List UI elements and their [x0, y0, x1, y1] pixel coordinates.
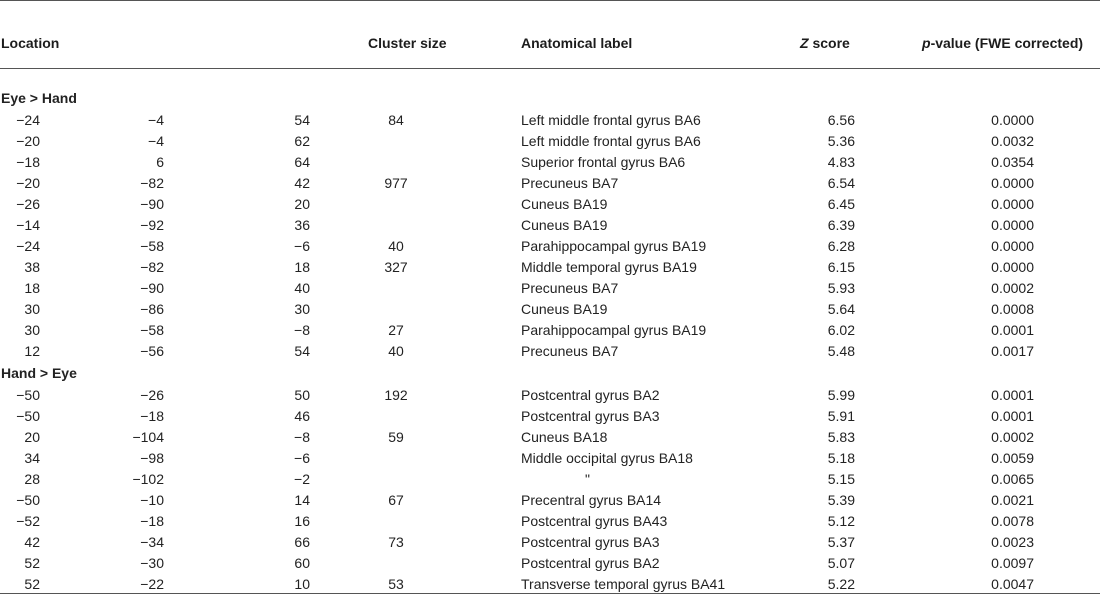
coord-z-cell: 54	[294, 112, 310, 128]
coord-z-cell: −6	[294, 238, 310, 254]
z-score-cell: 5.12	[827, 513, 855, 529]
header-cluster-size: Cluster size	[368, 35, 447, 51]
p-value-cell: 0.0000	[991, 238, 1034, 254]
coord-x-cell: −24	[16, 238, 40, 254]
coord-z-cell: −6	[294, 450, 310, 466]
coord-y-cell: −30	[140, 555, 164, 571]
z-score-cell: 5.83	[827, 429, 855, 445]
coord-x-cell: 52	[24, 555, 40, 571]
p-value-cell: 0.0065	[991, 471, 1034, 487]
header-z-score	[800, 33, 850, 53]
p-value-cell: 0.0000	[991, 112, 1034, 128]
coord-x-cell: −20	[16, 175, 40, 191]
coord-y-cell: −98	[140, 450, 164, 466]
coord-z-cell: 36	[294, 217, 310, 233]
table-row	[0, 448, 1100, 469]
coord-z-cell: 64	[294, 154, 310, 170]
z-score-cell: 5.64	[827, 301, 855, 317]
z-score-cell: 5.18	[827, 450, 855, 466]
z-score-cell: 5.07	[827, 555, 855, 571]
anatomical-label-cell: Middle occipital gyrus BA18	[521, 450, 693, 466]
table-row	[0, 469, 1100, 490]
anatomical-label-cell: Precentral gyrus BA14	[521, 492, 662, 508]
coord-y-cell: −92	[140, 217, 164, 233]
p-value-cell: 0.0002	[991, 280, 1034, 296]
coord-z-cell: 66	[294, 534, 310, 550]
coord-z-cell: 60	[294, 555, 310, 571]
coord-y-cell: −104	[132, 429, 164, 445]
coord-y-cell: −102	[132, 471, 164, 487]
z-score-cell: 5.15	[827, 471, 855, 487]
anatomical-label-cell: Postcentral gyrus BA2	[521, 555, 660, 571]
p-value-cell: 0.0000	[991, 196, 1034, 212]
coord-y-cell: −58	[140, 322, 164, 338]
table-row	[0, 194, 1100, 215]
table-row	[0, 490, 1100, 511]
z-score-cell: 6.56	[827, 112, 855, 128]
cluster-size-cell: 84	[388, 112, 404, 128]
anatomical-label-cell: Parahippocampal gyrus BA19	[521, 238, 707, 254]
coord-x-cell: 42	[24, 534, 40, 550]
cluster-size-cell: 192	[384, 387, 408, 403]
p-value-cell: 0.0000	[991, 259, 1034, 275]
table-row	[0, 173, 1100, 194]
coord-x-cell: 38	[24, 259, 40, 275]
coord-y-cell: −18	[140, 408, 164, 424]
coord-x-cell: 18	[24, 280, 40, 296]
coord-z-cell: 40	[294, 280, 310, 296]
section-label: Hand > Eye	[1, 365, 77, 381]
coord-y-cell: −34	[140, 534, 164, 550]
section-header	[0, 88, 1100, 110]
p-value-cell: 0.0097	[991, 555, 1034, 571]
z-score-cell: 6.54	[827, 175, 855, 191]
table-row	[0, 574, 1100, 595]
p-value-cell: 0.0021	[991, 492, 1034, 508]
z-score-cell: 6.15	[827, 259, 855, 275]
table-row	[0, 257, 1100, 278]
coord-y-cell: −4	[148, 133, 164, 149]
coord-y-cell: −82	[140, 259, 164, 275]
p-value-cell: 0.0001	[991, 408, 1034, 424]
coord-z-cell: 42	[294, 175, 310, 191]
coord-z-cell: 20	[294, 196, 310, 212]
z-score-cell: 5.37	[827, 534, 855, 550]
header-p-value-rest: -value (FWE corrected)	[930, 35, 1084, 51]
coord-x-cell: −26	[16, 196, 40, 212]
table-top-rule	[0, 0, 1100, 1]
anatomical-label-cell: Postcentral gyrus BA43	[521, 513, 668, 529]
p-value-cell: 0.0001	[991, 322, 1034, 338]
coord-z-cell: 10	[294, 576, 310, 592]
coord-x-cell: −14	[16, 217, 40, 233]
coord-x-cell: −52	[16, 513, 40, 529]
table-bottom-rule	[0, 593, 1100, 594]
p-value-cell: 0.0008	[991, 301, 1034, 317]
anatomical-label-cell: Transverse temporal gyrus BA41	[521, 576, 726, 592]
coord-y-cell: −26	[140, 387, 164, 403]
z-score-cell: 5.39	[827, 492, 855, 508]
anatomical-label-cell: Left middle frontal gyrus BA6	[521, 112, 701, 128]
cluster-size-cell: 53	[388, 576, 404, 592]
coord-z-cell: 54	[294, 343, 310, 359]
p-value-cell: 0.0000	[991, 217, 1034, 233]
coord-y-cell: −58	[140, 238, 164, 254]
coord-z-cell: 16	[294, 513, 310, 529]
z-score-cell: 5.99	[827, 387, 855, 403]
coord-y-cell: −4	[148, 112, 164, 128]
coord-x-cell: 30	[24, 301, 40, 317]
anatomical-label-cell: Parahippocampal gyrus BA19	[521, 322, 707, 338]
z-score-cell: 5.36	[827, 133, 855, 149]
cluster-size-cell: 40	[388, 343, 404, 359]
coord-z-cell: 62	[294, 133, 310, 149]
table-row	[0, 236, 1100, 257]
anatomical-label-cell: Cuneus BA18	[521, 429, 608, 445]
table-row	[0, 511, 1100, 532]
header-z-score-rest: score	[808, 35, 850, 51]
section-label: Eye > Hand	[1, 90, 77, 106]
z-score-cell: 5.48	[827, 343, 855, 359]
coord-x-cell: 20	[24, 429, 40, 445]
coord-y-cell: −56	[140, 343, 164, 359]
header-location: Location	[1, 35, 60, 51]
p-value-cell: 0.0000	[991, 175, 1034, 191]
coord-y-cell: −90	[140, 280, 164, 296]
anatomical-label-cell: Precuneus BA7	[521, 280, 619, 296]
z-score-cell: 4.83	[827, 154, 855, 170]
coord-x-cell: 30	[24, 322, 40, 338]
p-value-cell: 0.0354	[991, 154, 1034, 170]
table-row	[0, 215, 1100, 236]
anatomical-label-cell: Postcentral gyrus BA3	[521, 408, 660, 424]
anatomical-label-cell: Middle temporal gyrus BA19	[521, 259, 697, 275]
coord-z-cell: −2	[294, 471, 310, 487]
coord-y-cell: −82	[140, 175, 164, 191]
z-score-cell: 6.39	[827, 217, 855, 233]
coord-y-cell: −18	[140, 513, 164, 529]
anatomical-label-cell: Precuneus BA7	[521, 175, 619, 191]
coord-x-cell: 34	[24, 450, 40, 466]
anatomical-label-cell: Cuneus BA19	[521, 196, 608, 212]
coord-x-cell: −18	[16, 154, 40, 170]
z-score-cell: 6.28	[827, 238, 855, 254]
coord-z-cell: 14	[294, 492, 310, 508]
table-row	[0, 131, 1100, 152]
p-value-cell: 0.0023	[991, 534, 1034, 550]
header-z-score-italic: Z	[800, 35, 809, 51]
p-value-cell: 0.0059	[991, 450, 1034, 466]
table-row	[0, 299, 1100, 320]
table-row	[0, 427, 1100, 448]
coord-y-cell: −10	[140, 492, 164, 508]
coord-x-cell: 28	[24, 471, 40, 487]
z-score-cell: 5.91	[827, 408, 855, 424]
coord-x-cell: 52	[24, 576, 40, 592]
p-value-cell: 0.0001	[991, 387, 1034, 403]
table-row	[0, 320, 1100, 341]
coord-x-cell: −24	[16, 112, 40, 128]
anatomical-label-cell: Left middle frontal gyrus BA6	[521, 133, 701, 149]
cluster-size-cell: 67	[388, 492, 404, 508]
p-value-cell: 0.0017	[991, 343, 1034, 359]
anatomical-label-cell: Cuneus BA19	[521, 301, 608, 317]
coord-x-cell: −50	[16, 387, 40, 403]
table-row	[0, 278, 1100, 299]
anatomical-label-cell: Superior frontal gyrus BA6	[521, 154, 686, 170]
anatomical-label-cell: Postcentral gyrus BA3	[521, 534, 660, 550]
p-value-cell: 0.0078	[991, 513, 1034, 529]
table-row	[0, 110, 1100, 131]
cluster-size-cell: 73	[388, 534, 404, 550]
table-row	[0, 341, 1100, 362]
table-row	[0, 532, 1100, 553]
coord-y-cell: −90	[140, 196, 164, 212]
z-score-cell: 5.22	[827, 576, 855, 592]
coord-z-cell: 30	[294, 301, 310, 317]
coord-z-cell: 46	[294, 408, 310, 424]
coord-y-cell: −22	[140, 576, 164, 592]
coord-x-cell: −50	[16, 492, 40, 508]
cluster-size-cell: 977	[384, 175, 408, 191]
coord-y-cell: −86	[140, 301, 164, 317]
cluster-size-cell: 27	[388, 322, 404, 338]
table-row	[0, 553, 1100, 574]
z-score-cell: 5.93	[827, 280, 855, 296]
cluster-size-cell: 327	[384, 259, 408, 275]
coord-x-cell: −20	[16, 133, 40, 149]
coord-y-cell: 6	[156, 154, 164, 170]
z-score-cell: 6.02	[827, 322, 855, 338]
coord-x-cell: −50	[16, 408, 40, 424]
z-score-cell: 6.45	[827, 196, 855, 212]
table-row	[0, 385, 1100, 406]
cluster-size-cell: 59	[388, 429, 404, 445]
anatomical-label-cell: Cuneus BA19	[521, 217, 608, 233]
p-value-cell: 0.0002	[991, 429, 1034, 445]
header-anatomical-label: Anatomical label	[521, 35, 633, 51]
p-value-cell: 0.0032	[991, 133, 1034, 149]
anatomical-label-cell: Precuneus BA7	[521, 343, 619, 359]
table-row	[0, 152, 1100, 173]
p-value-cell: 0.0047	[991, 576, 1034, 592]
coord-z-cell: −8	[294, 429, 310, 445]
coord-z-cell: −8	[294, 322, 310, 338]
coord-z-cell: 18	[294, 259, 310, 275]
coord-x-cell: 12	[24, 343, 40, 359]
cluster-size-cell: 40	[388, 238, 404, 254]
table-row	[0, 406, 1100, 427]
section-header	[0, 363, 1100, 385]
coord-z-cell: 50	[294, 387, 310, 403]
anatomical-label-cell: Postcentral gyrus BA2	[521, 387, 660, 403]
table-header-row	[0, 33, 1100, 53]
header-bottom-rule	[0, 68, 1100, 69]
anatomical-label-cell: "	[585, 471, 590, 487]
header-p-value	[922, 33, 1083, 53]
header-p-value-italic: p	[922, 35, 931, 51]
